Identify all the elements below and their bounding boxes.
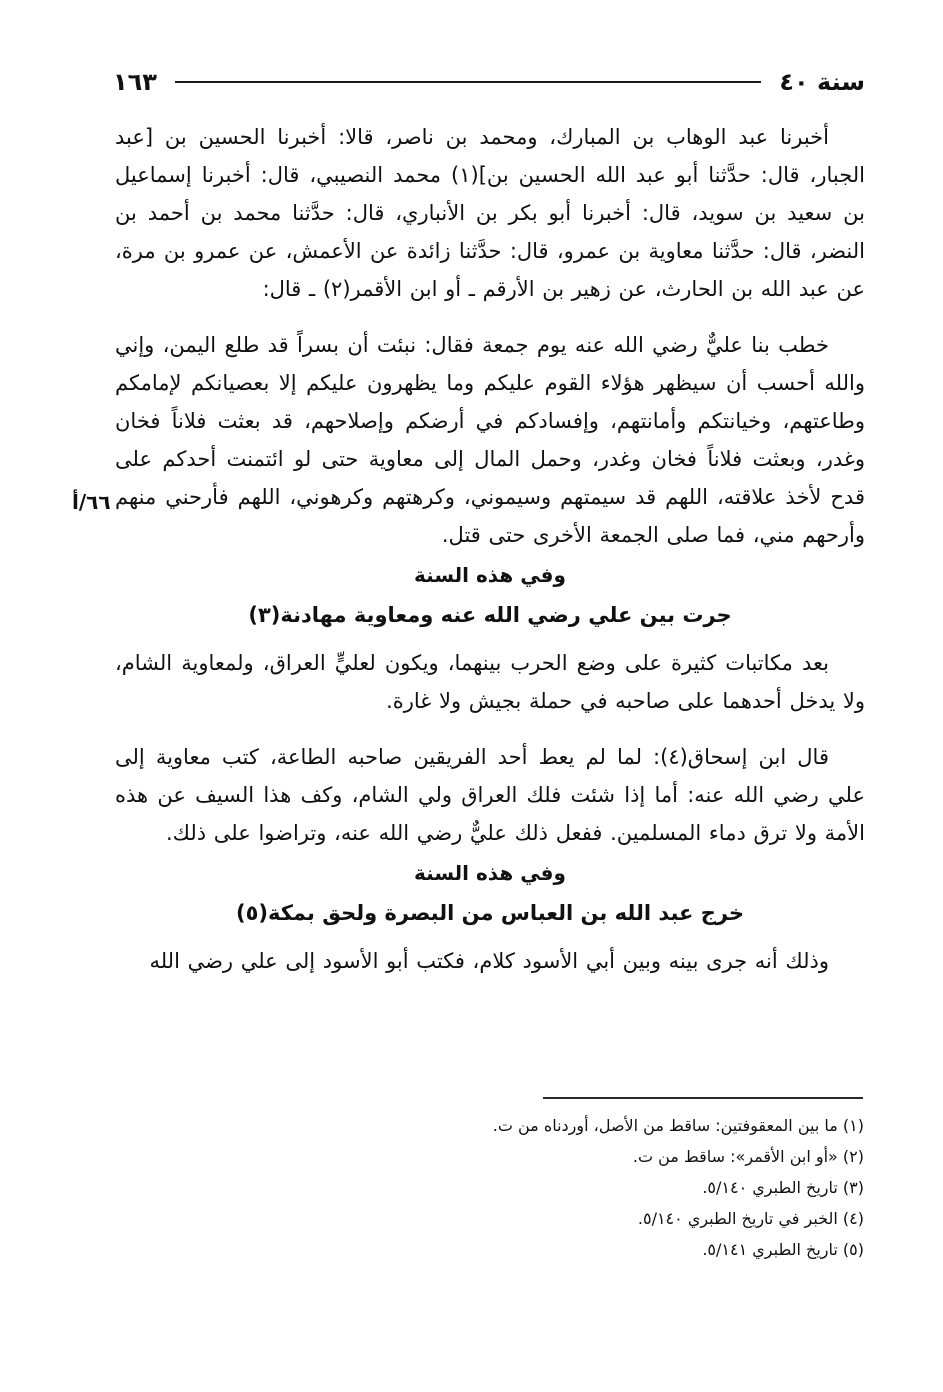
page-number: ١٦٣ (113, 68, 157, 96)
footnote-1: (١) ما بين المعقوفتين: ساقط من الأصل، أوردناه من ت. (492, 1116, 864, 1135)
margin-note: ٦٦/أ (72, 490, 111, 514)
section-1-heading: جرت بين علي رضي الله عنه ومعاوية مهادنة(٣) (248, 603, 732, 627)
year-label: سنة ٤٠ (779, 68, 865, 96)
section-2-paragraph-1: وذلك أنه جرى بينه وبين أبي الأسود كلام، فكتب أبو الأسود إلى علي رضي الله (149, 949, 829, 973)
footnote-3: (٣) تاريخ الطبري ٥/١٤٠. (702, 1178, 864, 1197)
footnote-divider (543, 1097, 863, 1099)
section-1-paragraph-1: بعد مكاتبات كثيرة على وضع الحرب بينهما، ويكون لعليٍّ العراق، ولمعاوية الشام، ولا يدخل أحدهما على صاحبه في حملة بجيش ولا غارة. (115, 651, 865, 713)
footnotes (444, 1110, 864, 1265)
speech-paragraph: خطب بنا عليٌّ رضي الله عنه يوم جمعة فقال: نبئت أن بسراً قد طلع اليمن، وإني والله أحسب أن سيظهر هؤلاء القوم عليكم وما يظهرون عليكم إلا بعصيانكم لإمامكم وطاعتهم، وخيانتكم وأمانتهم، وإفسادكم في أرضكم وإصلاحهم، قد بعثت فلاناً فخان وغدر، وبعثت فلاناً فخان وغدر، وحمل المال إلى معاوية حتى لو ائتمنت أحدكم على قدح لأخذ علاقته، اللهم قد سيمتهم وسيموني، وكرهتهم وكرهوني، اللهم فأرحني منهم وأرحهم مني، فما صلى الجمعة الأخرى حتى قتل. (115, 333, 865, 547)
header-rule (175, 81, 761, 83)
intro-paragraph: أخبرنا عبد الوهاب بن المبارك، ومحمد بن ناصر، قالا: أخبرنا الحسين بن [عبد الجبار، قال: حدَّثنا أبو عبد الله الحسين بن](١) محمد النصيبي، قال: أخبرنا إسماعيل بن سعيد بن سويد، قال: أخبرنا أبو بكر بن الأنباري، قال: حدَّثنا محمد بن أحمد بن النضر، قال: حدَّثنا معاوية بن عمرو، قال: حدَّثنا زائدة عن الأعمش، عن عمرو بن مرة، عن عبد الله بن الحارث، عن زهير بن الأرقم ـ أو ابن الأقمر(٢) ـ قال: (115, 125, 865, 301)
section-1-paragraph-2: قال ابن إسحاق(٤): لما لم يعط أحد الفريقين صاحبه الطاعة، كتب معاوية إلى علي رضي الله عنه: أما إذا شئت فلك العراق ولي الشام، وكف هذا السيف عن هذه الأمة ولا ترق دماء المسلمين. ففعل ذلك عليٌّ رضي الله عنه، وتراضوا على ذلك. (115, 745, 865, 845)
section-2-preheading: وفي هذه السنة (414, 861, 566, 885)
footnote-4: (٤) الخبر في تاريخ الطبري ٥/١٤٠. (637, 1209, 864, 1228)
footnote-5: (٥) تاريخ الطبري ٥/١٤١. (702, 1240, 864, 1259)
page-header (113, 62, 865, 102)
footnote-2: (٢) «أو ابن الأقمر»: ساقط من ت. (632, 1147, 864, 1166)
section-1-preheading: وفي هذه السنة (414, 563, 566, 587)
section-2-heading: خرج عبد الله بن العباس من البصرة ولحق بمكة(٥) (235, 901, 745, 925)
main-content (115, 118, 865, 1282)
